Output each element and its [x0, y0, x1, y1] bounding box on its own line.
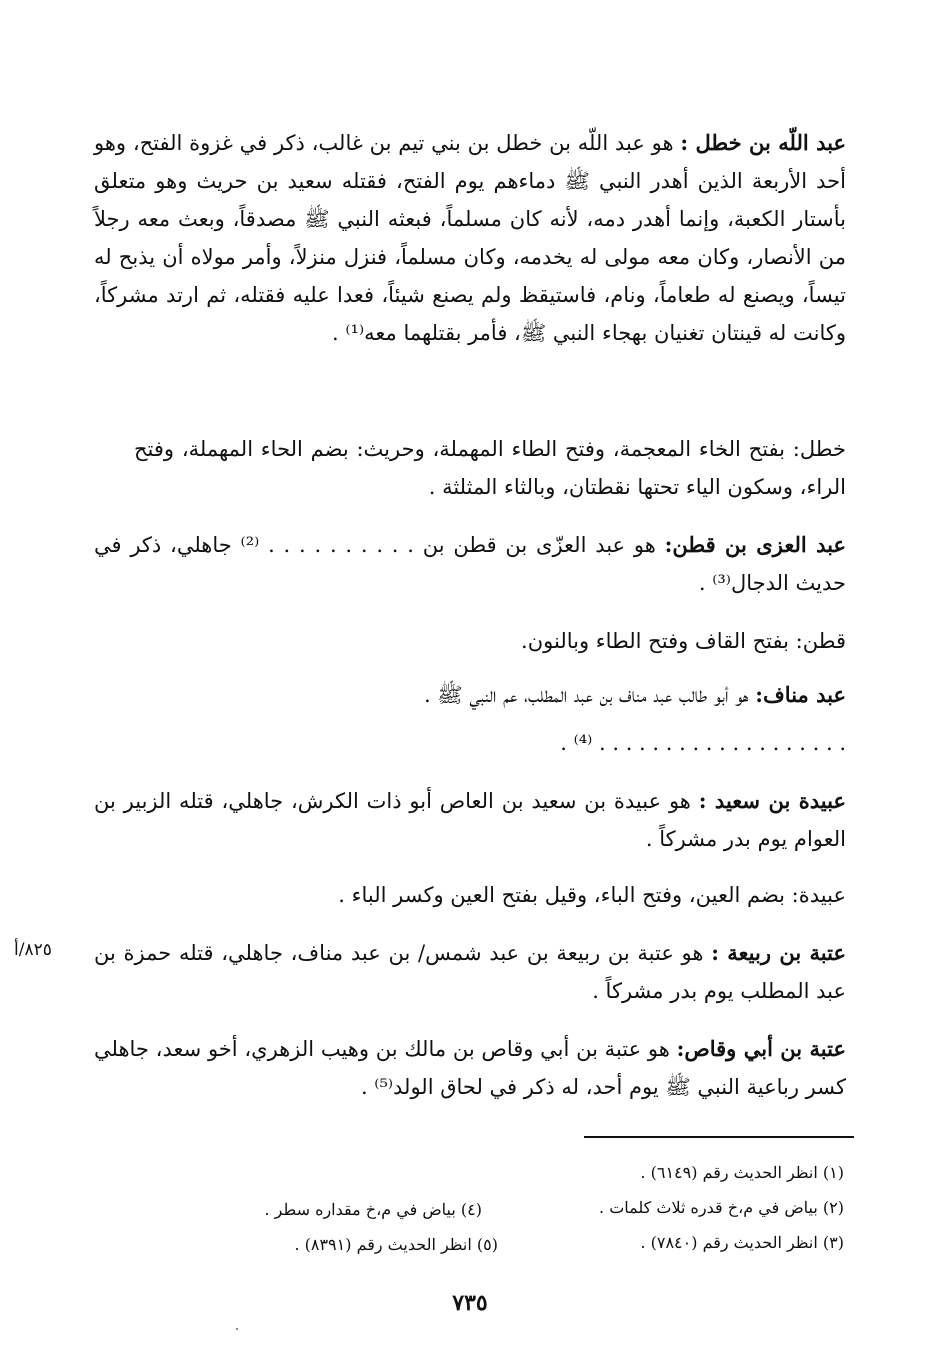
- entry-text: . . . . . . . . . . . . . . . . . . . ⁽⁴⁾ .: [560, 731, 846, 755]
- headword: عتبة بن ربيعة :: [711, 940, 846, 965]
- headword: عتبة بن أبي وقاص:: [676, 1036, 846, 1061]
- footnote-separator: [584, 1136, 854, 1138]
- footnote-5: (٥) انظر الحديث رقم (٨٣٩١) .: [294, 1235, 498, 1254]
- entry-text: خطل: بفتح الخاء المعجمة، وفتح الطاء المهملة، وحريث: بضم الحاء المهملة، وفتح الراء، وسكون الياء تحتها نقطتان، وبالثاء المثلثة .: [134, 437, 846, 499]
- headword: عبد اللّه بن خطل :: [680, 130, 846, 155]
- headword: عبد العزى بن قطن:: [664, 532, 847, 557]
- entry-abd-manaf: [134, 676, 846, 714]
- entry-text: عبيدة: بضم العين، وفتح الباء، وقيل بفتح العين وكسر الباء .: [338, 883, 846, 907]
- scan-speck: [236, 1328, 238, 1330]
- note-khatal: [134, 430, 846, 506]
- blank-line: [134, 724, 846, 762]
- entry-ubayda-ibn-said: [94, 782, 846, 858]
- entry-text: هو عبيدة بن سعيد بن العاص أبو ذات الكرش، جاهلي، قتله الزبير بن العوام يوم بدر مشركاً .: [94, 789, 846, 851]
- headword: عبيدة بن سعيد :: [698, 788, 846, 813]
- footnote-4: (٤) بياض في م،خ مقداره سطر .: [264, 1200, 482, 1219]
- entry-utba-ibn-rabia: [94, 934, 846, 1010]
- entry-text: هو عتبة بن أبي وقاص بن مالك بن وهيب الزهري، أخو سعد، جاهلي كسر رباعية النبي ﷺ يوم أحد، له ذكر في لحاق الولد⁽⁵⁾ .: [94, 1037, 846, 1099]
- entry-text: هو أبو طالب عبد مناف بن عبد المطلب، عم النبي ﷺ .: [423, 683, 749, 707]
- footnote-3: (٣) انظر الحديث رقم (٧٨٤٠) .: [640, 1233, 844, 1252]
- note-qatan: [134, 622, 846, 660]
- entry-text: هو عبد العزّى بن قطن بن . . . . . . . . . . ⁽²⁾ جاهلي، ذكر في حديث الدجال⁽³⁾ .: [94, 533, 846, 595]
- manuscript-folio-marker: ٨٢٥/أ: [14, 940, 52, 960]
- entry-abdallah-ibn-khatal: [94, 124, 846, 352]
- note-ubayda: [134, 876, 846, 914]
- footnote-2: (٢) بياض في م،خ قدره ثلاث كلمات .: [599, 1198, 844, 1217]
- entry-text: قطن: بفتح القاف وفتح الطاء وبالنون.: [521, 629, 846, 653]
- entry-abd-al-uzza: [94, 526, 846, 602]
- footnote-1: (١) انظر الحديث رقم (٦١٤٩) .: [640, 1163, 844, 1182]
- headword: عبد مناف:: [755, 682, 846, 707]
- entry-text: هو عبد اللّه بن خطل بن بني تيم بن غالب، ذكر في غزوة الفتح، وهو أحد الأربعة الذين أهدر النبي ﷺ دماءهم يوم الفتح، فقتله سعيد بن حريث وهو متعلق بأستار الكعبة، وإنما أهدر دمه، لأنه كان مسلماً، فبعثه النبي ﷺ مصدقاً، وبعث معه رجلاً من الأنصار، وكان معه مولى له يخدمه، وكان مسلماً، فنزل منزلاً، وأمر مولاه أن يذبح له تيساً، ويصنع له طعاماً، ونام، فاستيقظ ولم يصنع شيئاً، فعدا عليه فقتله، ثم ارتد مشركاً، وكانت له قينتان تغنيان بهجاء النبي ﷺ، فأمر بقتلهما معه⁽¹⁾ .: [94, 131, 847, 345]
- page-number: ٧٣٥: [452, 1290, 488, 1316]
- entry-utba-ibn-abi-waqqas: [94, 1030, 846, 1106]
- entry-text: هو عتبة بن ربيعة بن عبد شمس/ بن عبد مناف، جاهلي، قتله حمزة بن عبد المطلب يوم بدر مشركاً .: [94, 941, 846, 1003]
